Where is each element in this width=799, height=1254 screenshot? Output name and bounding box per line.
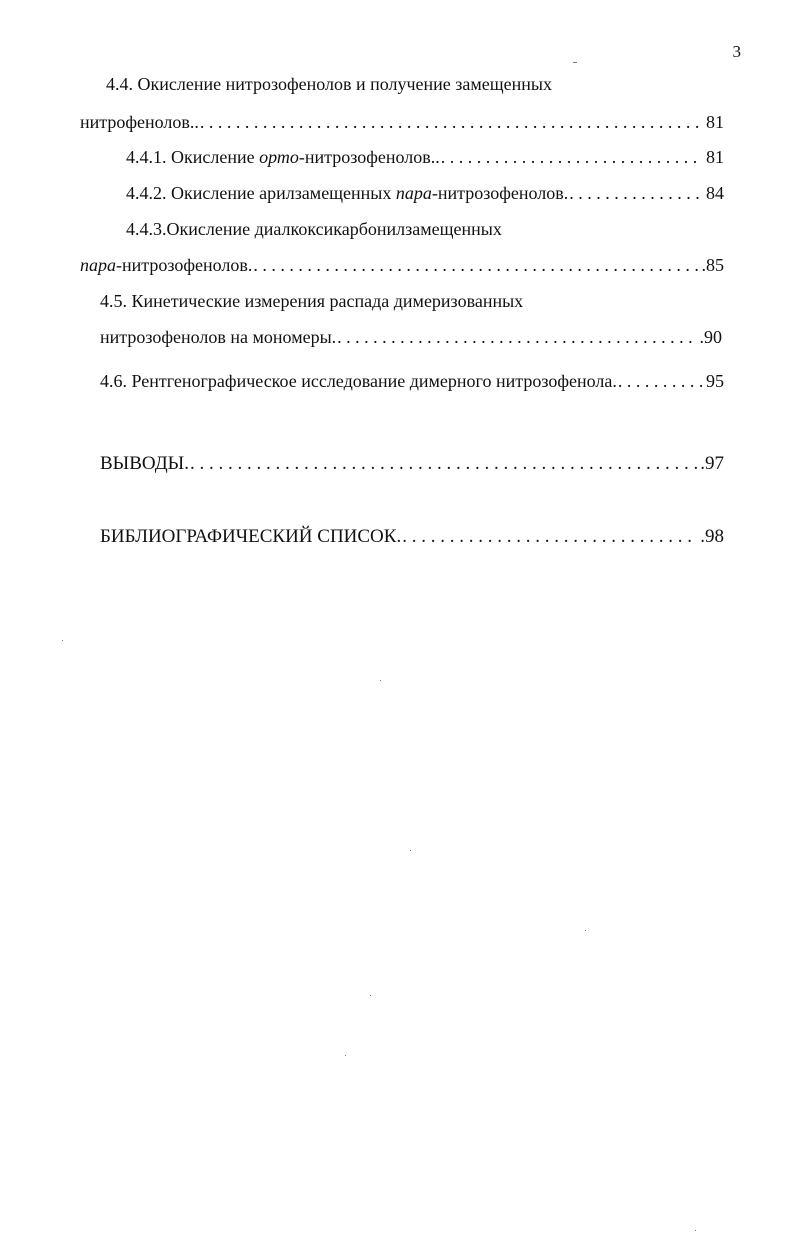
toc-entry-4-4-3[interactable] [80,254,724,276]
leader-dots [190,453,697,475]
toc-entry-4-4[interactable] [80,111,724,133]
title-suffix: -нитрозофенолов. [116,255,253,275]
toc-entry-4-4-1[interactable] [126,146,724,168]
scan-speck [695,1230,696,1231]
toc-entry-4-5[interactable] [100,326,722,348]
toc-entry-4-4-3-page: .85 [701,255,724,275]
title-italic: пара [395,183,432,203]
toc-entry-4-5-page: .90 [699,327,722,347]
toc-entry-4-4-3-line1: 4.4.3.Окисление диалкоксикарбонилзамещенных [126,219,502,239]
title-italic: орто [259,147,299,167]
leader-dots [441,146,703,168]
page-number: 3 [732,42,741,61]
scan-speck [585,930,586,931]
toc-entry-conclusions-page: .97 [700,453,724,474]
leader-dots [618,370,703,392]
toc-entry-4-5-title: нитрозофенолов на мономеры. [100,327,337,347]
toc-entry-bibliography-title: БИБЛИОГРАФИЧЕСКИЙ СПИСОК. [100,526,402,547]
scan-speck [345,1055,346,1056]
leader-dots [569,182,703,204]
toc-entry-conclusions[interactable] [100,453,724,475]
toc-entry-bibliography-page: .98 [700,526,724,547]
leader-dots [337,326,696,348]
scan-speck [370,995,371,996]
toc-entry-4-6[interactable] [100,370,724,392]
scan-speck [410,850,411,851]
toc-entry-4-4-page: 81 [706,112,724,132]
toc-entry-4-4-2-title [126,182,568,204]
toc-entry-bibliography[interactable] [100,526,724,548]
toc-entry-4-4-title: нитрофенолов.. [80,112,199,132]
title-suffix: -нитрозофенолов.. [298,147,440,167]
toc-entry-4-4-2-page: 84 [706,183,724,203]
toc-entry-4-4-line1: 4.4. Окисление нитрозофенолов и получение замещенных [106,74,552,94]
title-italic: пара [80,255,116,275]
toc-entry-conclusions-title: ВЫВОДЫ. [100,453,189,474]
toc-entry-4-4-1-page: 81 [706,147,724,167]
toc-entry-4-6-title: 4.6. Рентгенографическое исследование димерного нитрозофенола. [100,371,617,391]
toc-entry-4-6-page: 95 [706,371,724,391]
toc-entry-4-4-2[interactable] [126,182,724,204]
scan-speck [380,680,381,681]
toc-entry-4-4-1-title [126,146,440,168]
title-prefix: 4.4.1. Окисление [126,147,260,167]
title-suffix: -нитрозофенолов. [431,183,569,203]
scan-speck [573,62,577,63]
leader-dots [402,526,697,548]
scan-speck [62,640,63,641]
leader-dots [200,111,703,133]
leader-dots [253,254,698,276]
toc-entry-4-5-line1: 4.5. Кинетические измерения распада димеризованных [100,291,524,311]
title-prefix: 4.4.2. Окисление арилзамещенных [126,183,396,203]
toc-entry-4-4-3-title [80,254,252,276]
